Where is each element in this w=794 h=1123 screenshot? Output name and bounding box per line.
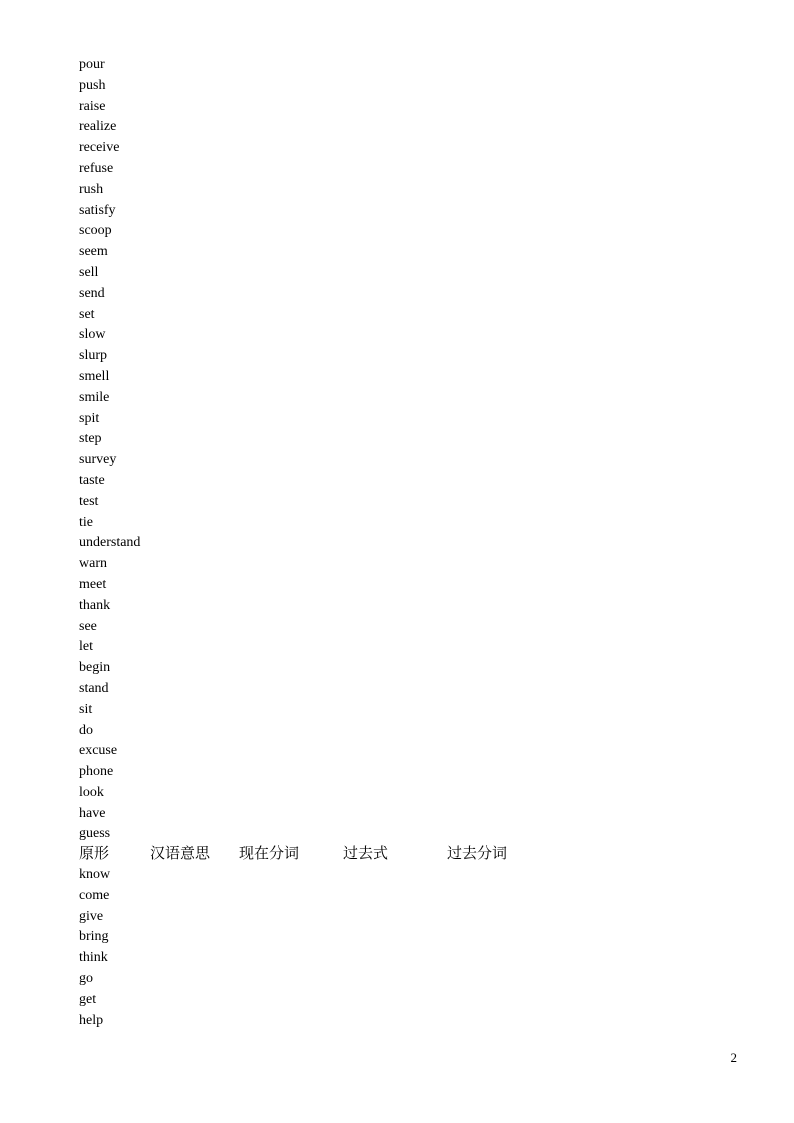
word-item: satisfy bbox=[79, 202, 116, 218]
word-item: know bbox=[79, 867, 111, 882]
word-item: send bbox=[79, 285, 105, 301]
word-item: test bbox=[79, 493, 99, 509]
word-item: realize bbox=[79, 119, 117, 135]
word-item: slow bbox=[79, 327, 106, 343]
word-item: warn bbox=[79, 556, 107, 572]
word-item: understand bbox=[79, 535, 141, 551]
word-item: tie bbox=[79, 514, 93, 530]
word-item: guess bbox=[79, 826, 111, 842]
word-item: bring bbox=[79, 929, 109, 945]
word-item: get bbox=[79, 991, 97, 1007]
word-item: excuse bbox=[79, 743, 118, 759]
word-item: pour bbox=[79, 57, 105, 72]
word-item: come bbox=[79, 887, 110, 903]
page-number: 2 bbox=[730, 1050, 737, 1065]
word-item: set bbox=[79, 306, 95, 322]
word-item: step bbox=[79, 431, 102, 447]
word-item: sit bbox=[79, 701, 93, 717]
word-item: refuse bbox=[79, 160, 114, 176]
header-past-tense: 过去式 bbox=[343, 844, 389, 862]
word-item: do bbox=[79, 722, 93, 738]
header-chinese-meaning: 汉语意思 bbox=[150, 844, 211, 862]
word-item: have bbox=[79, 805, 106, 821]
word-item: push bbox=[79, 77, 106, 93]
word-item: go bbox=[79, 970, 93, 986]
word-item: receive bbox=[79, 140, 120, 156]
header-base-form: 原形 bbox=[79, 844, 110, 862]
word-item: rush bbox=[79, 181, 104, 197]
word-item: see bbox=[79, 618, 97, 634]
word-item: begin bbox=[79, 660, 111, 676]
word-item: give bbox=[79, 908, 104, 924]
word-list-top bbox=[79, 55, 140, 845]
word-item: raise bbox=[79, 98, 106, 114]
word-item: sell bbox=[79, 264, 99, 280]
header-present-participle: 现在分词 bbox=[239, 844, 300, 862]
word-item: spit bbox=[79, 410, 100, 426]
word-item: meet bbox=[79, 576, 107, 592]
word-item: survey bbox=[79, 452, 117, 468]
word-item: think bbox=[79, 950, 108, 966]
word-item: thank bbox=[79, 597, 111, 613]
word-item: scoop bbox=[79, 223, 112, 239]
word-item: seem bbox=[79, 244, 108, 260]
word-item: smell bbox=[79, 368, 110, 384]
word-item: let bbox=[79, 639, 93, 655]
word-item: look bbox=[79, 784, 104, 800]
word-item: phone bbox=[79, 764, 114, 780]
header-past-participle: 过去分词 bbox=[447, 844, 508, 862]
word-item: taste bbox=[79, 472, 105, 488]
word-item: slurp bbox=[79, 348, 107, 364]
verb-table-header bbox=[79, 841, 579, 865]
word-item: stand bbox=[79, 680, 109, 696]
word-item: smile bbox=[79, 389, 110, 405]
word-list-bottom bbox=[79, 865, 110, 1031]
word-item: help bbox=[79, 1012, 104, 1028]
